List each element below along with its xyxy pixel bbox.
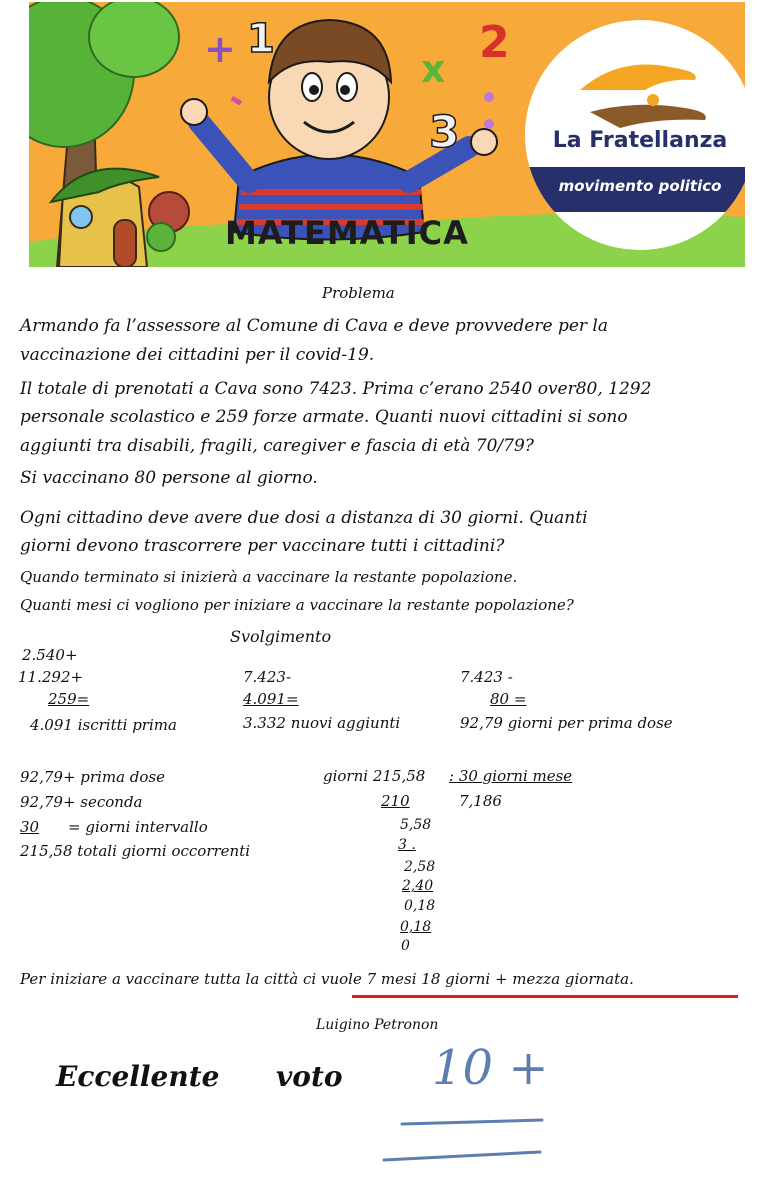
- svg-text:3: 3: [429, 107, 460, 158]
- problem-line: aggiunti tra disabili, fragili, caregiver e fascia di età 70/79?: [20, 436, 534, 456]
- calc-addend: 259=: [48, 690, 90, 708]
- author-name: Luigino Petronon: [316, 1017, 439, 1033]
- calc-result: 92,79 giorni per prima dose: [460, 714, 673, 732]
- calc-subtrahend: 4.091=: [243, 690, 299, 708]
- problem-line: giorni devono trascorrere per vaccinare tutti i cittadini?: [20, 536, 505, 556]
- conclusion-text: Per iniziare a vaccinare tutta la città ci vuole 7 mesi 18 giorni + mezza giornata.: [20, 970, 634, 988]
- grade-score: 10 +: [432, 1040, 549, 1096]
- logo-subtitle: movimento politico: [558, 177, 722, 195]
- conclusion-underline: [352, 995, 738, 998]
- grade-label: Eccellente: [56, 1060, 220, 1093]
- solution-heading: Svolgimento: [230, 627, 332, 646]
- svg-text:x: x: [421, 47, 446, 91]
- calc-minuend: 7.423-: [243, 668, 292, 686]
- division-step: 2,58: [404, 859, 436, 875]
- division-step: 0,18: [404, 898, 436, 914]
- sum-total: 215,58 totali giorni occorrenti: [20, 842, 251, 860]
- sum-line: 92,79+ seconda: [20, 793, 143, 811]
- calc-result: 4.091 iscritti prima: [30, 716, 177, 734]
- problem-line: Si vaccinano 80 persone al giorno.: [20, 468, 318, 488]
- calc-addend: 11.292+: [18, 668, 84, 686]
- problem-line: Ogni cittadino deve avere due dosi a distanza di 30 giorni. Quanti: [20, 508, 588, 528]
- svg-text:1: 1: [247, 16, 275, 62]
- header-banner: [29, 2, 745, 267]
- calc-divisor: 80 =: [490, 690, 527, 708]
- banner-title: MATEMATICA: [225, 214, 469, 252]
- sum-line: 30: [20, 818, 40, 836]
- calc-dividend: 7.423 -: [460, 668, 513, 686]
- division-step: 0,18: [400, 919, 432, 935]
- problem-line: Armando fa l’assessore al Comune di Cava e deve provvedere per la: [20, 316, 608, 336]
- problem-line: Il totale di prenotati a Cava sono 7423. Prima c’erano 2540 over80, 1292: [20, 379, 652, 399]
- division-divisor: : 30 giorni mese: [449, 767, 573, 785]
- problem-heading: Problema: [322, 284, 395, 302]
- logo-name: La Fratellanza: [552, 128, 728, 153]
- calc-addend: 2.540+: [22, 646, 78, 664]
- svg-text:2: 2: [479, 17, 510, 68]
- division-dividend: giorni 215,58: [323, 767, 426, 785]
- problem-line: Quanti mesi ci vogliono per iniziare a vaccinare la restante popolazione?: [20, 596, 574, 614]
- logo-band: [525, 167, 745, 212]
- problem-line: vaccinazione dei cittadini per il covid-19.: [20, 345, 375, 365]
- division-result: 7,186: [459, 792, 502, 810]
- svg-text:+: +: [204, 27, 236, 71]
- svg-text:-: -: [220, 78, 254, 121]
- sum-line: = giorni intervallo: [68, 818, 208, 836]
- hands-icon: [525, 20, 745, 130]
- division-step: 0: [401, 938, 410, 954]
- division-step: 3 .: [398, 837, 416, 853]
- division-step: 2,40: [402, 878, 434, 894]
- grade-underline-marks: [380, 1110, 550, 1170]
- division-step: 210: [381, 792, 410, 810]
- division-step: 5,58: [400, 817, 432, 833]
- problem-line: Quando terminato si inizierà a vaccinare la restante popolazione.: [20, 568, 518, 586]
- party-logo: [525, 20, 745, 250]
- calc-result: 3.332 nuovi aggiunti: [243, 714, 401, 732]
- sum-line: 92,79+ prima dose: [20, 768, 165, 786]
- grade-word: voto: [276, 1060, 343, 1093]
- problem-line: personale scolastico e 259 forze armate. Quanti nuovi cittadini si sono: [20, 407, 628, 427]
